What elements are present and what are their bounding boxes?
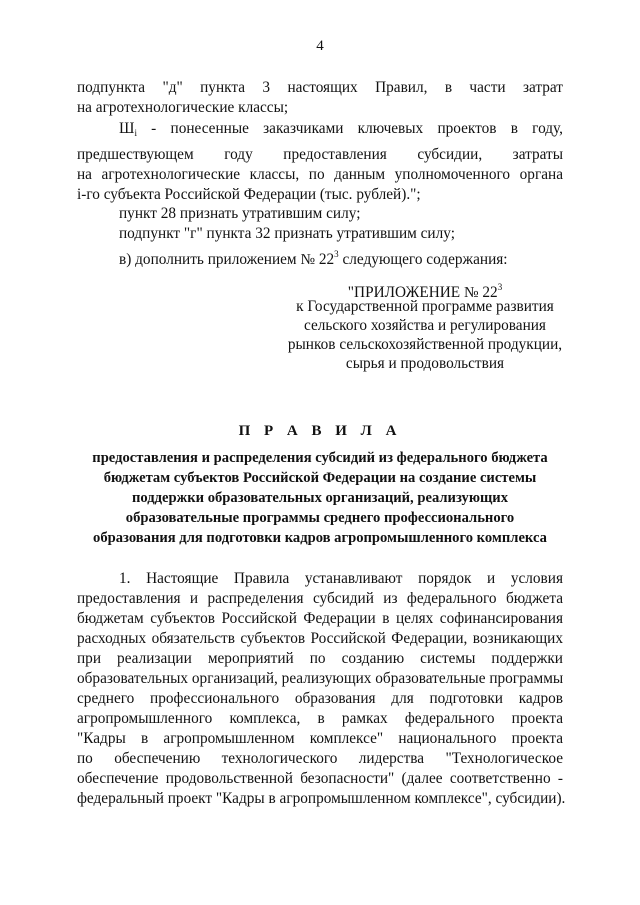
text-line: обеспечение продовольственной безопасности" (далее соответственно - xyxy=(77,770,563,787)
paragraph-1 xyxy=(77,569,566,809)
text-line: предшествующем году предоставления субсидии, затраты xyxy=(77,146,563,163)
appendix-header xyxy=(280,278,570,373)
rules-subtitle xyxy=(77,448,563,548)
text-line: "Кадры в агропромышленном комплексе" национального проекта xyxy=(77,730,563,747)
text-line: по обеспечению технологического лидерства "Технологическое xyxy=(77,750,563,767)
text-line: на агротехнологические классы; xyxy=(77,99,289,116)
text-line: i-го субъекта Российской Федерации (тыс. рублей)."; xyxy=(77,186,421,203)
appendix-line: рынков сельскохозяйственной продукции, xyxy=(287,336,563,353)
sh-index: i xyxy=(134,128,137,138)
text-line: бюджетам субъектов Российской Федерации в целях софинансирования xyxy=(77,610,563,627)
text-line: на агротехнологические классы, по данным уполномоченного органа xyxy=(77,166,563,183)
text-line xyxy=(77,119,563,139)
appendix-line: сельского хозяйства и регулирования xyxy=(304,317,546,334)
subtitle-line: образования для подготовки кадров агропромышленного комплекса xyxy=(93,530,547,546)
text-line: предоставления и распределения субсидий из федерального бюджета xyxy=(77,590,563,607)
amendment-item: в) дополнить приложением № $22^3$ следующего содержания: xyxy=(119,249,508,268)
continuation-text xyxy=(77,78,563,118)
text-line: при реализации мероприятий по созданию системы поддержки xyxy=(77,650,563,667)
text-line: образовательных организаций, реализующих образовательные программы xyxy=(77,670,564,687)
rules-title: П Р А В И Л А xyxy=(238,423,402,439)
subtitle-line: предоставления и распределения субсидий из федерального бюджета xyxy=(92,450,548,466)
subtitle-line: бюджетам субъектов Российской Федерации на создание системы xyxy=(103,470,537,486)
sh-text: - понесенные заказчиками ключевых проектов в году, xyxy=(136,120,563,137)
text-line: подпункта "д" пункта 3 настоящих Правил, в части затрат xyxy=(77,79,563,96)
text-line: агропромышленного комплекса, в рамках федерального проекта xyxy=(77,710,563,727)
text-line: федеральный проект "Кадры в агропромышленном комплексе", субсидии). xyxy=(77,790,566,807)
appendix-line: к Государственной программе развития xyxy=(296,298,554,315)
text-line: расходных обязательств субъектов Российской Федерации, возникающих xyxy=(77,630,563,647)
amendments-list xyxy=(77,204,563,268)
sh-symbol: Ш xyxy=(119,120,135,137)
appendix-title: "ПРИЛОЖЕНИЕ № $22^3$ xyxy=(347,282,503,301)
text-line: 1. Настоящие Правила устанавливают порядок и условия xyxy=(119,570,563,587)
text-line: среднего профессионального образования для подготовки кадров xyxy=(77,690,563,707)
subtitle-line: поддержки образовательных организаций, реализующих xyxy=(132,490,508,506)
subtitle-line: образовательные программы среднего профессионального xyxy=(125,510,515,526)
page-number: 4 xyxy=(316,38,324,54)
sh-definition xyxy=(77,119,563,205)
amendment-item: подпункт "г" пункта 32 признать утратившим силу; xyxy=(119,225,455,242)
amendment-item: пункт 28 признать утратившим силу; xyxy=(119,205,361,222)
appendix-line: сырья и продовольствия xyxy=(345,355,505,372)
